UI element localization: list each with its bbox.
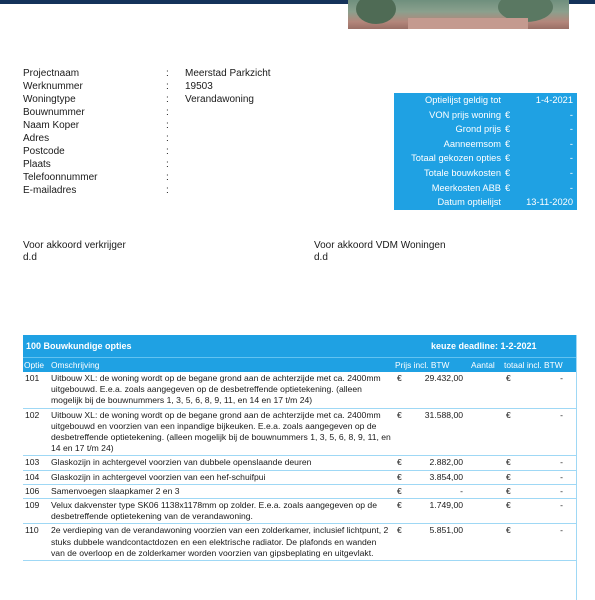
project-value: Verandawoning — [185, 94, 254, 105]
photo-path — [408, 18, 528, 29]
project-colon: : — [166, 120, 169, 131]
summary-euro: € — [505, 124, 511, 135]
table-right-rule — [576, 335, 577, 600]
project-colon: : — [166, 146, 169, 157]
project-label: Plaats — [23, 159, 51, 170]
options-table — [23, 335, 577, 561]
option-total: - — [560, 373, 563, 383]
summary-euro: € — [505, 138, 511, 149]
summary-euro: € — [505, 109, 511, 120]
option-description: 2e verdieping van de verandawoning voorzien van een zolderkamer, inclusief lichtpunt, 2 stuks dubbele wandcontactdozen en een elektrische radiator. De plafonds en wanden van de overloop en de zolderkamer worden voorzien van gipsbeplating en uitgevlakt. — [51, 525, 389, 558]
option-total: - — [560, 471, 563, 482]
project-value: Meerstad Parkzicht — [185, 68, 271, 79]
option-price: - — [460, 485, 463, 496]
summary-row — [394, 181, 577, 196]
summary-row — [394, 195, 577, 210]
project-label: E-mailadres — [23, 185, 77, 196]
project-label: Postcode — [23, 146, 65, 157]
option-price: 5.851,00 — [429, 525, 463, 536]
project-colon: : — [166, 159, 169, 170]
project-value: 19503 — [185, 81, 213, 92]
table-row — [23, 372, 577, 409]
table-row — [23, 485, 577, 499]
summary-label: Optielijst geldig tot — [425, 95, 501, 105]
option-description: Glaskozijn in achtergevel voorzien van dubbele openslaande deuren — [51, 457, 312, 468]
section-header — [23, 335, 577, 357]
project-colon: : — [166, 81, 169, 92]
project-colon: : — [166, 185, 169, 196]
table-row — [23, 456, 577, 470]
summary-row — [394, 151, 577, 166]
option-price: 1.749,00 — [429, 500, 463, 511]
akkoord-verkrijger-dd: d.d — [23, 252, 37, 263]
project-label: Telefoonnummer — [23, 172, 98, 183]
summary-label: Totale bouwkosten — [423, 167, 501, 178]
option-description: Uitbouw XL: de woning wordt op de begane grond aan de achterzijde met ca. 2400mm uitgebouwd en voorzien van een inpandige bijkeuken. E.e.a. zoals aangegeven op de desbetreffende optietekening. (alleen mogelijk bij de bouwnummers 1, 3, 5, 6, 8, 9, 11, en 14 en 17 t/m 24) — [51, 409, 391, 454]
summary-euro: € — [505, 153, 511, 164]
col-totaal: totaal incl. BTW — [504, 360, 563, 370]
project-label: Adres — [23, 133, 50, 144]
option-total: - — [560, 409, 563, 420]
summary-label: VON prijs woning — [429, 109, 501, 120]
summary-row — [394, 137, 577, 152]
option-price: 29.432,00 — [424, 373, 463, 383]
project-colon: : — [166, 68, 169, 79]
price-euro: € — [397, 471, 402, 482]
summary-label: Totaal gekozen opties — [411, 153, 501, 164]
akkoord-verkrijger — [23, 240, 126, 264]
total-euro: € — [506, 373, 511, 383]
photo-tree — [356, 0, 396, 24]
summary-value: - — [569, 153, 573, 164]
summary-row — [394, 122, 577, 137]
price-euro: € — [397, 525, 402, 536]
section-deadline: keuze deadline: 1-2-2021 — [431, 341, 537, 351]
summary-value: - — [569, 167, 573, 178]
option-number: 103 — [25, 457, 40, 468]
akkoord-vdm-title: Voor akkoord VDM Woningen — [314, 240, 446, 251]
table-body — [23, 372, 577, 561]
total-euro: € — [506, 409, 511, 420]
table-row — [23, 409, 577, 457]
option-description: Glaskozijn in achtergevel voorzien van een hef-schuifpui — [51, 471, 266, 482]
col-aantal: Aantal — [471, 360, 495, 370]
option-total: - — [560, 525, 563, 536]
option-number: 109 — [25, 500, 40, 511]
col-prijs: Prijs incl. BTW — [395, 360, 450, 370]
option-number: 102 — [25, 409, 40, 420]
akkoord-vdm — [314, 240, 446, 264]
summary-value: - — [569, 138, 573, 149]
total-euro: € — [506, 457, 511, 468]
option-total: - — [560, 485, 563, 496]
summary-row — [394, 166, 577, 181]
option-number: 104 — [25, 471, 40, 482]
project-label: Werknummer — [23, 81, 83, 92]
project-colon: : — [166, 133, 169, 144]
price-euro: € — [397, 409, 402, 420]
summary-label: Grond prijs — [455, 124, 501, 135]
project-label: Woningtype — [23, 94, 76, 105]
price-euro: € — [397, 373, 402, 383]
project-colon: : — [166, 172, 169, 183]
summary-value: - — [569, 109, 573, 120]
option-price: 2.882,00 — [429, 457, 463, 468]
summary-value: - — [569, 124, 573, 135]
option-number: 106 — [25, 485, 40, 496]
summary-value: - — [569, 182, 573, 193]
option-total: - — [560, 500, 563, 511]
summary-row — [394, 108, 577, 123]
col-omschrijving: Omschrijving — [51, 360, 100, 370]
price-euro: € — [397, 485, 402, 496]
option-price: 31.588,00 — [424, 409, 463, 420]
akkoord-vdm-dd: d.d — [314, 252, 328, 263]
summary-euro: € — [505, 167, 511, 178]
project-colon: : — [166, 94, 169, 105]
project-label: Bouwnummer — [23, 107, 85, 118]
price-euro: € — [397, 457, 402, 468]
total-euro: € — [506, 485, 511, 496]
project-colon: : — [166, 107, 169, 118]
table-row — [23, 524, 577, 561]
column-headers — [23, 357, 577, 372]
option-description: Velux dakvenster type SK06 1138x1178mm op zolder. E.e.a. zoals aangegeven op de desbetreffende optietekening van de verandawoning. — [51, 500, 377, 522]
option-price: 3.854,00 — [429, 471, 463, 482]
total-euro: € — [506, 525, 511, 536]
table-row — [23, 471, 577, 485]
table-row — [23, 499, 577, 524]
header-photo — [348, 0, 569, 29]
project-label: Naam Koper — [23, 120, 80, 131]
option-number: 101 — [25, 373, 40, 383]
option-description: Samenvoegen slaapkamer 2 en 3 — [51, 485, 180, 496]
summary-value: 13-11-2020 — [526, 197, 573, 208]
option-number: 110 — [25, 525, 39, 536]
summary-row — [394, 93, 577, 108]
project-label: Projectnaam — [23, 68, 80, 79]
akkoord-verkrijger-title: Voor akkoord verkrijger — [23, 240, 126, 251]
total-euro: € — [506, 500, 511, 511]
summary-box — [394, 93, 577, 210]
price-euro: € — [397, 500, 402, 511]
section-title: 100 Bouwkundige opties — [26, 341, 132, 351]
col-optie: Optie — [24, 360, 45, 370]
summary-label: Aanneemsom — [443, 138, 501, 149]
summary-value: 1-4-2021 — [535, 95, 573, 105]
summary-label: Datum optielijst — [437, 197, 501, 208]
summary-euro: € — [505, 182, 511, 193]
summary-label: Meerkosten ABB — [431, 182, 501, 193]
option-total: - — [560, 457, 563, 468]
total-euro: € — [506, 471, 511, 482]
option-description: Uitbouw XL: de woning wordt op de begane grond aan de achterzijde met ca. 2400mm uitgebouwd. E.e.a. zoals aangegeven op de desbetreffende optietekening. (alleen mogelijk bij de bouwnummers 1, 3, 5, 6, 8, 9, 11, en 14 en 17 t/m 24) — [51, 373, 381, 406]
